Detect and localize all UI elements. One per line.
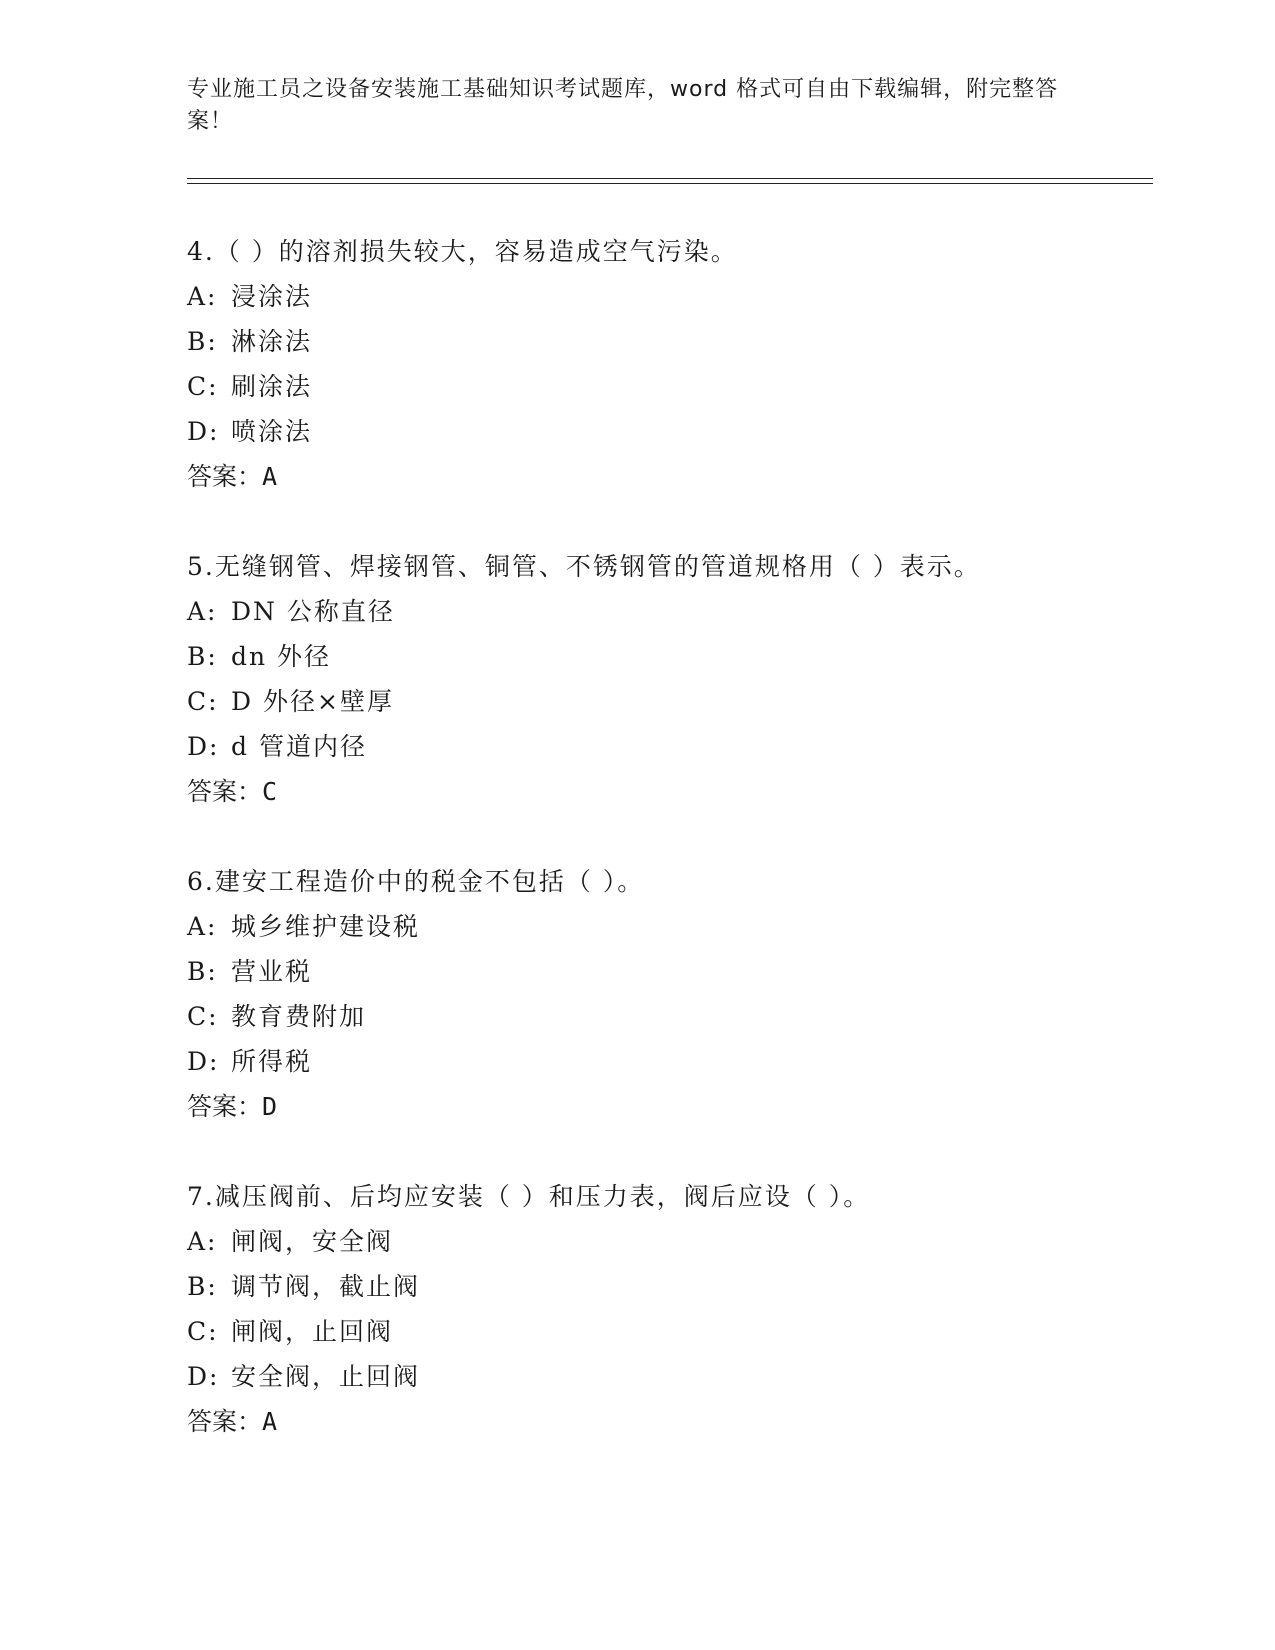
document-header: 专业施工员之设备安装施工基础知识考试题库，word 格式可自由下载编辑，附完整答案！ xyxy=(187,77,1059,134)
question-title: 6.建安工程造价中的税金不包括（ ）。 xyxy=(187,867,645,896)
option-text: 喷涂法 xyxy=(231,417,313,446)
option-letter: A: xyxy=(187,1227,218,1256)
option-text: 闸阀，止回阀 xyxy=(231,1317,394,1346)
question-title: 7.减压阀前、后均应安装（ ）和压力表，阀后应设（ ）。 xyxy=(187,1182,871,1211)
answer-line xyxy=(187,462,1107,492)
option-text: dn 外径 xyxy=(231,642,332,671)
option-letter: C: xyxy=(187,1002,219,1031)
header-rule-bottom xyxy=(187,183,1153,184)
option-letter: D: xyxy=(187,1047,220,1076)
option-a xyxy=(187,912,1107,942)
option-b xyxy=(187,957,1107,987)
answer-value: C xyxy=(262,777,278,806)
option-c xyxy=(187,687,1107,717)
option-text: 教育费附加 xyxy=(231,1002,367,1031)
option-letter: A: xyxy=(187,912,218,941)
question-6 xyxy=(187,867,1107,1122)
option-text: 城乡维护建设税 xyxy=(231,912,421,941)
option-text: 刷涂法 xyxy=(231,372,313,401)
question-5 xyxy=(187,552,1107,807)
option-letter: A: xyxy=(187,282,218,311)
question-title: 4.（ ）的溶剂损失较大，容易造成空气污染。 xyxy=(187,237,738,266)
answer-value: A xyxy=(262,462,278,491)
option-b xyxy=(187,1272,1107,1302)
option-a xyxy=(187,1227,1107,1257)
answer-label: 答案： xyxy=(187,1092,263,1121)
option-d xyxy=(187,417,1107,447)
option-text: 闸阀，安全阀 xyxy=(231,1227,394,1256)
option-text: 浸涂法 xyxy=(231,282,313,311)
option-d xyxy=(187,1362,1107,1392)
option-letter: B: xyxy=(187,327,218,356)
option-text: 安全阀，止回阀 xyxy=(231,1362,421,1391)
option-d xyxy=(187,732,1107,762)
answer-label: 答案： xyxy=(187,462,263,491)
question-7 xyxy=(187,1182,1107,1437)
option-text: D 外径×壁厚 xyxy=(231,687,394,716)
answer-label: 答案： xyxy=(187,777,263,806)
answer-line xyxy=(187,1092,1107,1122)
option-letter: C: xyxy=(187,1317,219,1346)
option-b xyxy=(187,642,1107,672)
answer-value: A xyxy=(262,1407,278,1436)
option-a xyxy=(187,597,1107,627)
option-a xyxy=(187,282,1107,312)
option-letter: D: xyxy=(187,417,220,446)
option-letter: C: xyxy=(187,687,219,716)
option-letter: D: xyxy=(187,732,220,761)
option-letter: A: xyxy=(187,597,218,626)
option-letter: D: xyxy=(187,1362,220,1391)
option-c xyxy=(187,372,1107,402)
option-letter: B: xyxy=(187,1272,218,1301)
option-text: 淋涂法 xyxy=(231,327,313,356)
option-text: 营业税 xyxy=(231,957,313,986)
option-letter: B: xyxy=(187,957,218,986)
answer-label: 答案： xyxy=(187,1407,263,1436)
option-d xyxy=(187,1047,1107,1077)
option-c xyxy=(187,1317,1107,1347)
option-b xyxy=(187,327,1107,357)
option-text: d 管道内径 xyxy=(231,732,367,761)
option-letter: C: xyxy=(187,372,219,401)
option-c xyxy=(187,1002,1107,1032)
answer-value: D xyxy=(262,1092,278,1121)
answer-line xyxy=(187,1407,1107,1437)
answer-line xyxy=(187,777,1107,807)
question-4 xyxy=(187,237,1107,492)
option-text: 调节阀，截止阀 xyxy=(231,1272,421,1301)
header-rule-top xyxy=(187,178,1153,179)
option-text: DN 公称直径 xyxy=(231,597,395,626)
option-letter: B: xyxy=(187,642,218,671)
question-title: 5.无缝钢管、焊接钢管、铜管、不锈钢管的管道规格用（ ）表示。 xyxy=(187,552,981,581)
option-text: 所得税 xyxy=(231,1047,313,1076)
